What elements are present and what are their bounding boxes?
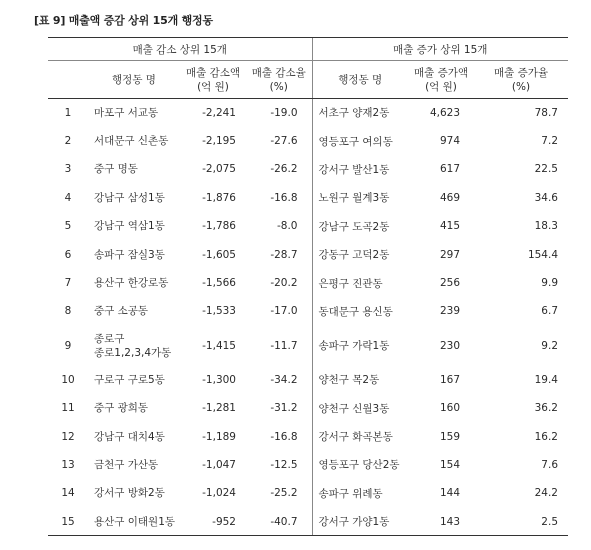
inc-amount-cell: 167 [439, 373, 460, 386]
table-row [48, 394, 568, 422]
dec-dong-cell: 강남구 삼성1동 [94, 191, 165, 204]
inc-dong-cell: 서초구 양재2동 [312, 99, 408, 127]
table-row [48, 240, 568, 268]
inc-dong-cell: 송파구 위례동 [312, 479, 408, 507]
inc-amount-cell: 4,623 [429, 106, 460, 119]
dec-amount-cell: -1,024 [202, 487, 236, 500]
inc-dong-cell: 강서구 화곡본동 [312, 422, 408, 450]
dec-rate-cell: -19.0 [270, 106, 298, 119]
dec-dong-line2: 종로1,2,3,4가동 [94, 346, 172, 359]
rank-cell: 12 [61, 430, 75, 443]
dec-rate-cell: -17.0 [270, 305, 298, 318]
rank-cell: 15 [48, 508, 88, 536]
inc-dong-header: 행정동 명 [312, 61, 408, 99]
dec-amount-header-line2: (억 원) [197, 80, 229, 93]
dec-amount-cell: -2,075 [202, 163, 236, 176]
table-row [48, 297, 568, 325]
inc-rate-header-line1: 매출 증가율 [493, 66, 549, 79]
dec-amount-cell: -1,566 [202, 277, 236, 290]
dec-amount-cell: -1,605 [202, 248, 236, 261]
dec-amount-cell: -1,533 [202, 305, 236, 318]
dec-amount-header-line1: 매출 감소액 [185, 66, 241, 79]
inc-amount-cell: 159 [439, 430, 460, 443]
dec-amount-cell: -2,195 [202, 135, 236, 148]
inc-amount-cell: 415 [439, 220, 460, 233]
inc-amount-header-line2: (억 원) [425, 80, 457, 93]
inc-dong-cell: 강동구 고덕2동 [312, 240, 408, 268]
inc-rate-cell: 18.3 [534, 220, 558, 233]
dec-dong-cell: 금천구 가산동 [94, 458, 159, 471]
inc-amount-header-line1: 매출 증가액 [413, 66, 469, 79]
table-caption: [표 9] 매출액 증감 상위 15개 행정동 [34, 14, 213, 27]
table-row [48, 99, 568, 127]
dec-rate-cell: -8.0 [277, 220, 298, 233]
dec-dong-line1: 종로구 [94, 332, 125, 345]
dec-dong-cell [88, 326, 180, 366]
dec-amount-cell: -2,241 [202, 106, 236, 119]
inc-dong-cell: 강남구 도곡2동 [312, 212, 408, 240]
dec-rate-cell: -40.7 [246, 508, 312, 536]
inc-rate-cell: 16.2 [534, 430, 558, 443]
dec-dong-cell: 용산구 이태원1동 [88, 508, 180, 536]
table-row [48, 479, 568, 507]
inc-dong-cell: 동대문구 용신동 [312, 297, 408, 325]
group-increase-header: 매출 증가 상위 15개 [312, 38, 568, 61]
dec-dong-header: 행정동 명 [88, 61, 180, 99]
dec-amount-cell: -1,300 [202, 373, 236, 386]
inc-dong-cell: 영등포구 당산2동 [312, 451, 408, 479]
inc-dong-cell: 송파구 가락1동 [312, 326, 408, 366]
inc-amount-cell: 143 [408, 508, 474, 536]
rank-cell: 8 [64, 305, 72, 318]
inc-dong-cell: 은평구 진관동 [312, 269, 408, 297]
dec-dong-cell: 강남구 역삼1동 [94, 220, 165, 233]
dec-rate-cell: -16.8 [270, 430, 298, 443]
inc-rate-cell: 7.2 [541, 135, 558, 148]
inc-amount-cell: 469 [439, 191, 460, 204]
inc-rate-cell: 9.9 [541, 277, 558, 290]
inc-rate-cell: 24.2 [534, 487, 558, 500]
dec-rate-cell: -12.5 [270, 458, 298, 471]
inc-amount-cell: 617 [439, 163, 460, 176]
rank-header [48, 61, 88, 99]
dec-rate-cell: -27.6 [270, 135, 298, 148]
dec-dong-cell: 마포구 서교동 [94, 106, 159, 119]
table-row [48, 212, 568, 240]
dec-rate-header [246, 61, 312, 99]
rank-cell: 11 [61, 402, 75, 415]
inc-rate-header [474, 61, 568, 99]
dec-dong-cell: 구로구 구로5동 [94, 373, 165, 386]
dec-rate-cell: -34.2 [270, 373, 298, 386]
dec-rate-cell: -28.7 [270, 248, 298, 261]
rank-cell: 4 [64, 191, 72, 204]
dec-amount-cell: -1,786 [202, 220, 236, 233]
inc-dong-cell: 강서구 발산1동 [312, 155, 408, 183]
inc-amount-cell: 239 [439, 305, 460, 318]
table-row [48, 422, 568, 450]
table-row [48, 326, 568, 366]
dec-rate-cell: -20.2 [270, 277, 298, 290]
rank-cell: 1 [64, 106, 72, 119]
inc-amount-cell: 974 [439, 135, 460, 148]
inc-rate-cell: 6.7 [541, 305, 558, 318]
rank-cell: 6 [64, 248, 72, 261]
inc-amount-cell: 154 [439, 458, 460, 471]
dec-dong-cell: 송파구 잠실3동 [94, 248, 165, 261]
dec-dong-cell: 중구 광희동 [94, 402, 149, 415]
inc-rate-cell: 9.2 [541, 339, 558, 352]
group-header-row [48, 38, 568, 61]
dec-dong-cell: 서대문구 신촌동 [94, 135, 169, 148]
column-header-row [48, 61, 568, 99]
inc-amount-header [408, 61, 474, 99]
dec-amount-cell: -1,876 [202, 191, 236, 204]
table-row [48, 269, 568, 297]
dec-dong-cell: 용산구 한강로동 [94, 277, 169, 290]
inc-rate-cell: 19.4 [534, 373, 558, 386]
table-row [48, 508, 568, 536]
sales-change-table [48, 37, 568, 536]
dec-rate-cell: -31.2 [270, 402, 298, 415]
dec-amount-header [180, 61, 246, 99]
table-row [48, 127, 568, 155]
inc-amount-cell: 230 [439, 339, 460, 352]
inc-dong-cell: 강서구 가양1동 [312, 508, 408, 536]
dec-rate-cell: -11.7 [270, 339, 298, 352]
dec-dong-cell: 강남구 대치4동 [94, 430, 165, 443]
rank-cell: 10 [61, 373, 75, 386]
inc-rate-cell: 34.6 [534, 191, 558, 204]
dec-amount-cell: -1,281 [202, 402, 236, 415]
dec-dong-cell: 중구 명동 [94, 163, 138, 176]
rank-cell: 9 [64, 339, 72, 352]
inc-amount-cell: 160 [439, 402, 460, 415]
inc-amount-cell: 144 [439, 487, 460, 500]
inc-dong-cell: 영등포구 여의동 [312, 127, 408, 155]
inc-rate-cell: 2.5 [474, 508, 568, 536]
table-row [48, 184, 568, 212]
inc-dong-cell: 양천구 목2동 [312, 366, 408, 394]
dec-rate-header-line2: (%) [269, 80, 288, 93]
dec-rate-cell: -16.8 [270, 191, 298, 204]
dec-dong-cell: 중구 소공동 [94, 305, 149, 318]
rank-cell: 13 [61, 458, 75, 471]
dec-amount-cell: -1,415 [202, 339, 236, 352]
table-row [48, 366, 568, 394]
dec-rate-cell: -25.2 [270, 487, 298, 500]
dec-amount-cell: -952 [180, 508, 246, 536]
inc-rate-cell: 154.4 [527, 248, 558, 261]
inc-rate-cell: 22.5 [534, 163, 558, 176]
rank-cell: 3 [64, 163, 72, 176]
rank-cell: 5 [64, 220, 72, 233]
dec-rate-header-line1: 매출 감소율 [251, 66, 306, 79]
rank-cell: 14 [61, 487, 75, 500]
inc-rate-cell: 36.2 [534, 402, 558, 415]
table-row [48, 451, 568, 479]
table-row [48, 155, 568, 183]
inc-dong-cell: 노원구 월계3동 [312, 184, 408, 212]
inc-rate-cell: 78.7 [534, 106, 558, 119]
dec-rate-cell: -26.2 [270, 163, 298, 176]
group-decrease-header: 매출 감소 상위 15개 [48, 38, 312, 61]
rank-cell: 2 [64, 135, 72, 148]
inc-rate-header-line2: (%) [511, 80, 531, 93]
dec-dong-cell: 강서구 방화2동 [94, 487, 165, 500]
inc-dong-cell: 양천구 신월3동 [312, 394, 408, 422]
inc-amount-cell: 297 [439, 248, 460, 261]
dec-amount-cell: -1,189 [202, 430, 236, 443]
dec-amount-cell: -1,047 [202, 458, 236, 471]
inc-amount-cell: 256 [439, 277, 460, 290]
inc-rate-cell: 7.6 [541, 458, 558, 471]
rank-cell: 7 [64, 277, 72, 290]
